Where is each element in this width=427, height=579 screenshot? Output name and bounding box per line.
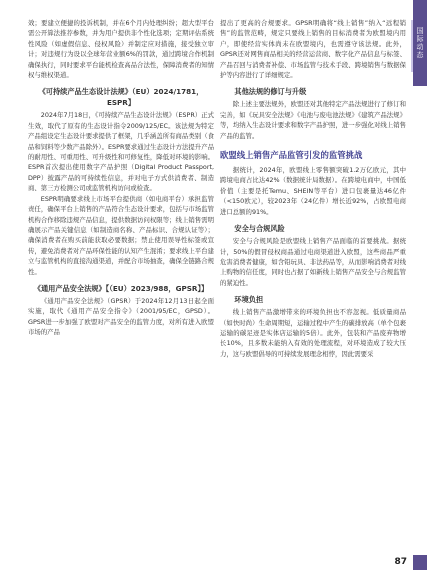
footer-bar: [413, 555, 427, 570]
section-title: 欧盟线上销售产品监管引发的监管挑战: [220, 150, 363, 161]
paragraph: 除上述主要法规外，欧盟还对其他特定产品法规进行了修订和完善，如《玩具安全法规》《电池与废电池法规》《建筑产品法规》等，均纳入生态设计要求和数字产品护照，进一步强化对线上销售产品的监管。: [220, 100, 406, 140]
subsection-heading: 安全与合规风险: [234, 224, 285, 234]
page-number: 87: [394, 557, 407, 567]
regulation-heading: 《通用产品安全法规》【（EU）2023/988，GPSR】】: [33, 283, 209, 293]
paragraph: 《通用产品安全法规》（GPSR）于2024年12月13日起全面实施，取代《通用产品安全指令》（2001/95/EC，GPSD）。GPSR进一步加强了欧盟对产品安全的监管力度，对所有进入欧盟市场的产品: [28, 296, 214, 337]
paragraph: 效；要建立便捷的投诉机制，并在6个月内处理纠纷；超大型平台需公开算法推荐参数，并为用户提供非个性化选项；定期评估系统性风险（如虚假信息、侵权风险）并制定应对措施，接受独立审计；对违规行为设以全球年营业额6%的罚款，通过跨境合作机制确保执行，同时要求平台能机检查高品合法性，保障消费者的知情权与维权渠道。: [28, 19, 214, 80]
left-column: [28, 18, 214, 338]
right-column: [220, 18, 406, 359]
section-side-tab: [413, 0, 427, 86]
paragraph: 线上销售产品激增带来的环境负担也不容忽视。低质量商品（如快时尚）生命周期短，运输过程中产生的碳排放高（单个包裹运输的碳足迹是实体店运输的5倍）。此外，包装和产品废弃物增长10%，且多数未能纳入有效的处理流程，对环境造成了较大压力，这与欧盟倡导的可持续发展理念相悖，因此需要采: [220, 308, 406, 358]
subsection-heading: 其他法规的修订与升级: [234, 87, 307, 97]
paragraph: 2024年7月18日，《可持续产品生态设计法规》（ESPR）正式生效，取代了原有的生态设计指令2009/125/EC。该法规为特定产品组设定生态设计要求提供了框架，几乎涵盖所有商品类别（食品和饲料等少数产品除外）。ESPR要求通过生态设计方法提升产品的耐用性、可重用性、可升级性和可修复性，降低对环境的影响。ESPR首次提出使用数字产品护照（Digital Product Passport, DPP）披露产品的可持续性信息，并对电子方式供消费者、制造商、第三方检测公司或监管机构访问或检查。: [28, 111, 214, 193]
paragraph: 据统计，2024年，欧盟线上零售额突破1.2万亿欧元，其中跨境电商占比达42%（数据统计局数据）。在跨境电商中，中国低价值（主要是托Temu、SHEIN等平台）进口包裹量达46亿件（<150欧元），较2023年（24亿件）增长近92%，占欧盟电商进口总额的91%。: [220, 166, 406, 216]
paragraph: 提出了更高的合规要求。GPSR明确将“线上销售”纳入“远程销售”的监管范畴，规定只要线上销售的目标消费者为欧盟境内用户，即使经营实体尚未在欧盟境内，也需遵守该法规。此外，GPSR还对网售商品相关的经营运营商、数字化产品信息与标签、产品召回与消费者补偿、市场监管与技术手段、跨境销售与数据保护等内容进行了详细规定。: [220, 19, 406, 80]
subsection-heading: 环境负担: [234, 295, 264, 305]
side-tab-label: 国际动态: [416, 27, 424, 59]
regulation-heading: 《可持续产品生态设计法规》（EU）2024/1781，ESPR】: [38, 87, 204, 108]
paragraph: ESPR明确要求线上市场平台提供商（如电商平台）承担监管责任，确保平台上销售的产品符合生态设计要求，包括与市场监管机构合作移除违规产品信息，提供数据访问权限等；线上销售需明确展示产品关键信息（如制造商名称、产品标识、合规认证等）；确保消费者在购买前能获取必要数据；禁止使用误导性标签或宣传，避免消费者对产品环保性能的认知产生混淆；要求线上平台建立与监管机构的直接沟通渠道，并配合市场抽查，确保全链路合规性。: [28, 194, 214, 276]
paragraph: 安全与合规风险是欧盟线上销售产品面临的首要挑战。据统计，50%的假冒侵权商品通过电商渠道进入欧盟，这些商品严重危害消费者健康，如含铅玩具、非法药品等，从而影响消费者对线上购物的信任度，同时也占据了如新线上销售产品安全与合规监管的紧迫性。: [220, 237, 406, 287]
